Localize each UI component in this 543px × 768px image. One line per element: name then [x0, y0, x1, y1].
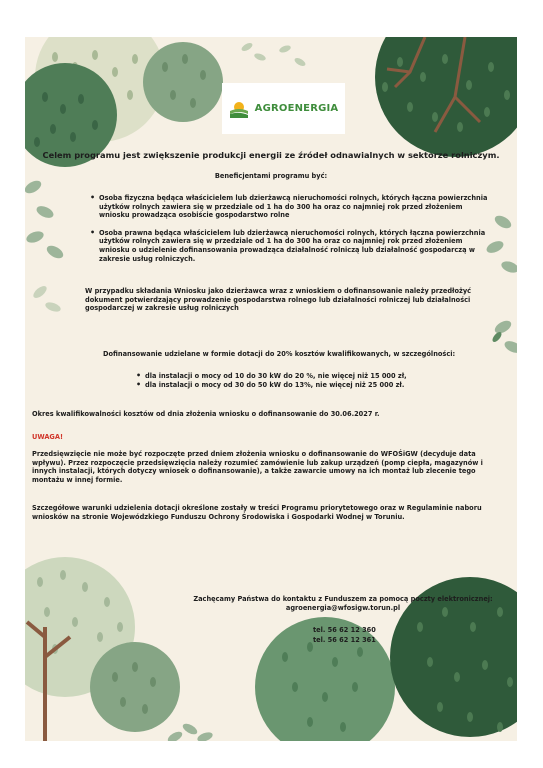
contact-email[interactable]: agroenergia@wfosigw.torun.pl [285, 604, 401, 612]
headline: Celem programu jest zwiększenie produkcji energii ze źródeł odnawialnych w sektorze rolniczym. [42, 150, 500, 160]
fern-plant [166, 722, 214, 741]
funding-item: • dla instalacji o mocy od 10 do 30 kW do 20 %, nie więcej niż 15 000 zł, [135, 372, 455, 381]
leaf-sprig [240, 41, 306, 67]
tree-crown-medium [143, 42, 223, 122]
funding-intro: Dofinansowanie udzielane w formie dotacji do 20% kosztów kwalifikowanych, w szczególności: [103, 350, 456, 358]
funding-list [135, 372, 455, 389]
funding-item: • dla instalacji o mocy od 30 do 50 kW do 13%, nie więcej niż 25 000 zł. [135, 381, 455, 390]
beneficiaries-title: Beneficjentami programu być: [214, 172, 328, 180]
contact-intro: Zachęcamy Państwa do kontaktu z Funduszem za pomocą poczty elektronicznej: [193, 595, 493, 603]
beneficiary-item: • Osoba prawna będąca właścicielem lub dzierżawcą nieruchomości rolnych, których łączna powierzchnia użytków rolnych zawiera się w przedziale od 1 ha do 300 ha oraz co najmniej rok przed złożeniem wniosku o udzielenie dofinansowania prowadząca działalność rolniczą lub działalność gospodarczą w zakresie usług rolniczych. [89, 229, 493, 263]
contact-phone-1[interactable]: tel. 56 62 12 360 [313, 626, 376, 634]
logo-box [222, 83, 345, 134]
beneficiary-item: • Osoba fizyczna będąca właścicielem lub dzierżawcą nieruchomości rolnych, których łączna powierzchnia użytków rolnych zawiera się w przedziale od 1 ha do 300 ha oraz co najmniej rok przed złożeniem wniosku prowadząca osobiście gospodarstwo rolne [89, 194, 493, 220]
sun-field-logo-icon [229, 99, 249, 119]
tree-crown-medium-bottom [90, 642, 180, 732]
beneficiaries-list [89, 194, 493, 263]
flyer-page [25, 37, 517, 741]
lease-note: W przypadku składania Wniosku jako dzierżawca wraz z wnioskiem o dofinansowanie należy przedłożyć dokument potwierdzający prowadzenie gospodarstwa rolnego lub działalności rolniczej lub działalności gospodarczej w zakresie usług rolniczych [85, 287, 472, 313]
warning-label: UWAGA! [32, 433, 63, 441]
warning-text: Przedsięwzięcie nie może być rozpoczęte przed dniem złożenia wniosku o dofinansowanie do WFOŚiGW (decyduje data wpływu). Przez rozpoczęcie przedsięwzięcia należy rozumieć zamówienie lub zakup urządzeń (pomp ciepła, magazynów i innych instalacji, których dotyczy wniosek o dofinansowanie), a także zawarcie umowy na ich montaż lub zlecenie tego montażu w innej formie. [32, 450, 483, 484]
logo-text: AGROENERGIA [254, 103, 339, 114]
details-text: Szczegółowe warunki udzielenia dotacji określone zostały w treści Programu priorytetowego oraz w Regulaminie naboru wniosków na stronie Wojewódzkiego Funduszu Ochrony Środowiska i Gospodarki Wodnej w Toruniu. [32, 504, 482, 521]
eligibility-period: Okres kwalifikowalności kosztów od dnia złożenia wniosku o dofinansowanie do 30.06.2027 r. [32, 410, 380, 418]
contact-phone-2[interactable]: tel. 56 62 12 361 [313, 636, 376, 644]
